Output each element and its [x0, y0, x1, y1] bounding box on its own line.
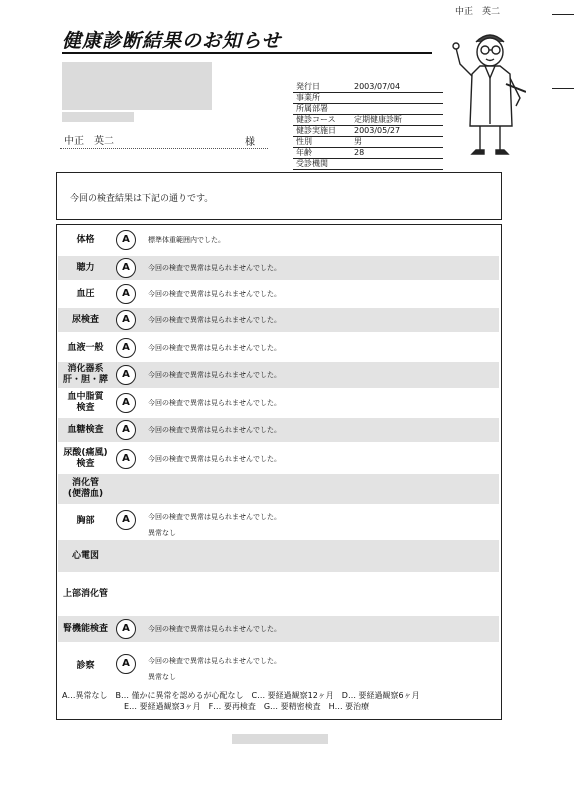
grade-badge: A [116, 284, 136, 304]
margin-mark [552, 14, 574, 15]
info-value [351, 93, 443, 104]
result-label: 尿検査 [71, 314, 99, 325]
result-text: 今回の検査で異常は見られませんでした。 [148, 264, 281, 272]
info-label: 健診コース [293, 115, 351, 126]
grade-badge: A [116, 510, 136, 530]
patient-name: 中正 英二 [64, 136, 114, 147]
result-row [58, 540, 499, 572]
legend-line-1: A…異常なし B… 僅かに異常を認めるが心配なし C… 要経過観察12ヶ月 D… 要経過観察6ヶ月 [62, 691, 420, 700]
result-text: 今回の検査で異常は見られませんでした。 [148, 455, 281, 463]
info-row [293, 126, 443, 137]
result-subtext: 異常なし [148, 529, 176, 537]
result-label: 消化器系 肝・胆・膵 [62, 364, 108, 385]
grade-badge: A [116, 230, 136, 250]
grade-badge: A [116, 258, 136, 278]
info-value: 28 [351, 148, 443, 159]
result-label: 血糖検査 [67, 424, 104, 435]
result-text: 今回の検査で異常は見られませんでした。 [148, 513, 281, 521]
result-label: 体格 [76, 234, 95, 245]
result-label: 消化管 (便潜血) [67, 478, 104, 499]
grade-badge: A [116, 654, 136, 674]
result-label: 血中脂質 検査 [67, 392, 104, 413]
result-text: 今回の検査で異常は見られませんでした。 [148, 657, 281, 665]
result-message: 今回の検査結果は下記の通りです。 [70, 194, 214, 204]
result-label: 心電図 [71, 550, 99, 561]
info-value: 2003/05/27 [351, 126, 443, 137]
result-label: 聴力 [76, 262, 95, 273]
info-row [293, 115, 443, 126]
redacted-line [62, 112, 134, 122]
result-text: 今回の検査で異常は見られませんでした。 [148, 426, 281, 434]
result-label: 上部消化管 [62, 588, 108, 599]
info-value: 定期健康診断 [351, 115, 443, 126]
name-underline [60, 148, 268, 149]
info-label: 所属部署 [293, 104, 351, 115]
redacted-footer [232, 734, 328, 744]
legend-line-2: E… 要経過観察3ヶ月 F… 要再検査 G… 要精密検査 H… 要治療 [124, 702, 370, 711]
result-label: 血圧 [76, 288, 95, 299]
result-text: 今回の検査で異常は見られませんでした。 [148, 399, 281, 407]
result-row [58, 474, 499, 504]
page-title: 健康診断結果のお知らせ [62, 30, 282, 52]
result-label: 尿酸(痛風) 検査 [63, 448, 108, 469]
result-text: 標準体重範囲内でした。 [148, 236, 225, 244]
info-table [293, 82, 443, 170]
result-text: 今回の検査で異常は見られませんでした。 [148, 371, 281, 379]
info-row [293, 82, 443, 93]
title-underline [62, 52, 432, 54]
grade-badge: A [116, 449, 136, 469]
result-row [58, 580, 499, 608]
info-value: 2003/07/04 [351, 82, 443, 93]
grade-badge: A [116, 338, 136, 358]
result-text: 今回の検査で異常は見られませんでした。 [148, 625, 281, 633]
result-text: 今回の検査で異常は見られませんでした。 [148, 344, 281, 352]
grade-badge: A [116, 310, 136, 330]
grade-badge: A [116, 393, 136, 413]
grade-badge: A [116, 619, 136, 639]
info-row [293, 137, 443, 148]
info-row [293, 104, 443, 115]
header-patient-name: 中正 英二 [455, 7, 501, 17]
result-text: 今回の検査で異常は見られませんでした。 [148, 290, 281, 298]
info-label: 事業所 [293, 93, 351, 104]
info-label: 性別 [293, 137, 351, 148]
info-row [293, 93, 443, 104]
grade-badge: A [116, 420, 136, 440]
result-label: 血液一般 [67, 342, 104, 353]
result-subtext: 異常なし [148, 673, 176, 681]
doctor-illustration-icon [452, 26, 526, 162]
result-text: 今回の検査で異常は見られませんでした。 [148, 316, 281, 324]
info-label: 年齢 [293, 148, 351, 159]
info-value [351, 159, 443, 170]
result-label: 診察 [76, 660, 95, 671]
info-value: 男 [351, 137, 443, 148]
redacted-address [62, 62, 212, 110]
info-label: 受診機関 [293, 159, 351, 170]
result-label: 胸部 [76, 515, 95, 526]
margin-mark [552, 88, 574, 89]
honorific: 様 [245, 137, 255, 148]
grade-badge: A [116, 365, 136, 385]
info-label: 健診実施日 [293, 126, 351, 137]
info-label: 発行日 [293, 82, 351, 93]
info-row [293, 148, 443, 159]
info-value [351, 104, 443, 115]
result-label: 腎機能検査 [62, 623, 108, 634]
info-row [293, 159, 443, 170]
